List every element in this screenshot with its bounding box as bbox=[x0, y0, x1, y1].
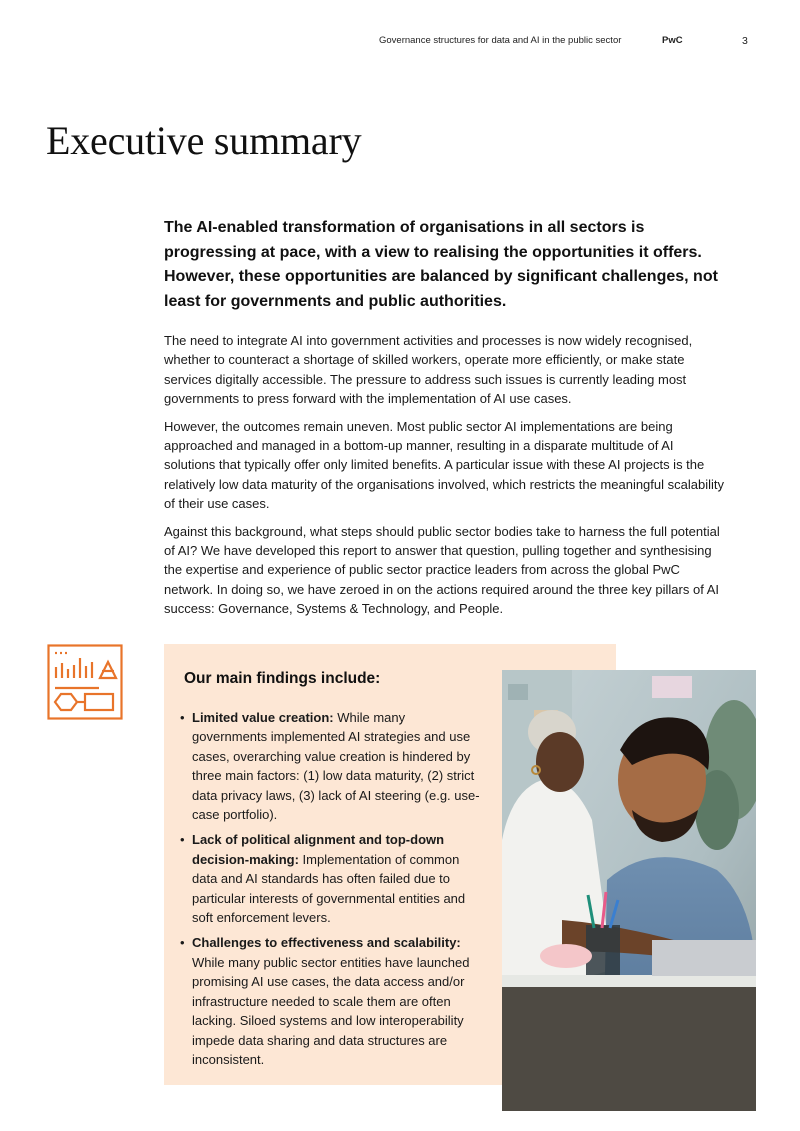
bullet-icon: • bbox=[180, 832, 185, 848]
lead-paragraph: The AI-enabled transformation of organisations in all sectors is progressing at pace, with a view to realising the opportunities it offers. However, these opportunities are balanced by significant challenges, not least for governments and public authorities. bbox=[164, 219, 718, 310]
brand-label: PwC bbox=[662, 35, 683, 46]
body-paragraph: However, the outcomes remain uneven. Most public sector AI implementations are being approached and managed in a bottom-up manner, resulting in a disparate multitude of AI solutions that typically offer only limited benefits. A particular issue with these AI projects is the relatively low data maturity of the organisations involved, which restricts the meaningful scalability of their use cases. bbox=[164, 418, 724, 512]
finding-item bbox=[180, 933, 480, 1069]
document-title: Governance structures for data and AI in the public sector bbox=[379, 35, 622, 46]
analytics-dashboard-icon bbox=[47, 644, 123, 720]
finding-item bbox=[180, 708, 480, 824]
page-header bbox=[0, 35, 800, 49]
finding-text: While many governments implemented AI strategies and use cases, overarching value creation is hindered by three main factors: (1) low data maturity, (2) strict data privacy laws, (3) lack of AI steering (e.g. use-case portfolio). bbox=[192, 710, 480, 823]
body-paragraph: The need to integrate AI into government activities and processes is now widely recognised, whether to counteract a shortage of skilled workers, operate more efficiently, or make state services digitally accessible. The pressure to address such issues is currently leading most governments to press forward with the implementation of AI use cases. bbox=[164, 333, 693, 407]
office-photo bbox=[502, 670, 756, 1111]
body-paragraph: Against this background, what steps should public sector bodies take to harness the full potential of AI? We have developed this report to answer that question, pulling together and synthesising the expertise and experience of public sector practice leaders from across the global PwC network. In doing so, we have zeroed in on the actions required around the three key pillars of AI success: Governance, Systems & Technology, and People. bbox=[164, 523, 720, 617]
finding-heading: Lack of political alignment and top-down decision-making: bbox=[192, 832, 445, 867]
findings-title: Our main findings include: bbox=[184, 670, 381, 687]
finding-text: While many public sector entities have launched promising AI use cases, the data access and/or infrastructure needed to scale them are often lacking. Siloed systems and low interoperability impede data sharing and data structures are inconsistent. bbox=[192, 954, 470, 1067]
page-number: 3 bbox=[742, 35, 748, 47]
bullet-icon: • bbox=[180, 710, 185, 725]
bullet-icon: • bbox=[180, 935, 185, 951]
finding-item bbox=[180, 830, 480, 927]
page-title: Executive summary bbox=[46, 118, 362, 163]
finding-heading: Limited value creation: bbox=[192, 710, 334, 725]
finding-heading: Challenges to effectiveness and scalability: bbox=[192, 935, 461, 951]
finding-text: Implementation of common data and AI standards has often failed due to particular interests of governmental entities and soft enforcement levers. bbox=[192, 851, 466, 926]
findings-list bbox=[180, 708, 480, 1075]
body-text bbox=[164, 331, 724, 627]
